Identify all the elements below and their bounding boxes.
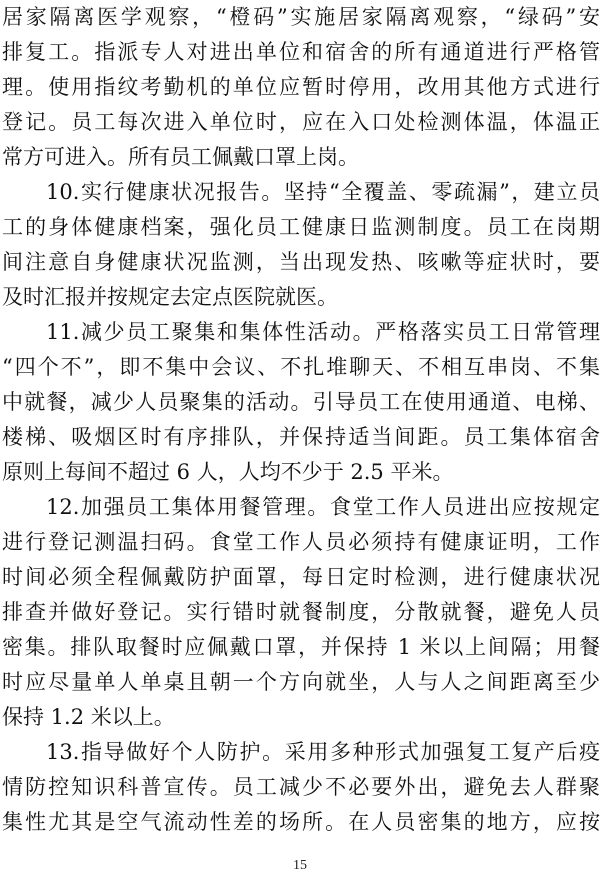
text-line: 进行登记测温扫码。食堂工作人员必须持有健康证明，工作 [2, 530, 600, 554]
section-12-heading-line: 12.加强员工集体用餐管理。食堂工作人员进出应按规定 [46, 495, 600, 519]
section-10-heading-line: 10.实行健康状况报告。坚持“全覆盖、零疏漏”，建立员 [46, 180, 600, 204]
text-line: 工的身体健康档案，强化员工健康日监测制度。员工在岗期 [2, 215, 600, 239]
text-line: 中就餐，减少人员聚集的活动。引导员工在使用通道、电梯、 [2, 390, 600, 414]
text-line: 时间必须全程佩戴防护面罩，每日定时检测，进行健康状况 [2, 565, 600, 589]
text-line: 排查并做好登记。实行错时就餐制度，分散就餐，避免人员 [2, 600, 600, 624]
section-11-heading-line: 11.减少员工聚集和集体性活动。严格落实员工日常管理 [46, 320, 600, 344]
text-line: 常方可进入。所有员工佩戴口罩上岗。 [2, 145, 359, 169]
text-line: 排复工。指派专人对进出单位和宿舍的所有通道进行严格管 [2, 40, 600, 64]
text-line: 时应尽量单人单桌且朝一个方向就坐，人与人之间距离至少 [2, 670, 600, 694]
page-number: 15 [293, 858, 307, 873]
text-line: 原则上每间不超过 6 人，人均不少于 2.5 平米。 [2, 460, 454, 484]
text-line: “四个不”，即不集中会议、不扎堆聊天、不相互串岗、不集 [2, 355, 600, 379]
text-line: 及时汇报并按规定去定点医院就医。 [2, 285, 338, 309]
text-line: 情防控知识科普宣传。员工减少不必要外出，避免去人群聚 [2, 775, 600, 799]
text-line: 集性尤其是空气流动性差的场所。在人员密集的地方，应按 [2, 810, 600, 834]
section-13-heading-line: 13.指导做好个人防护。采用多种形式加强复工复产后疫 [46, 740, 600, 764]
text-line: 密集。排队取餐时应佩戴口罩，并保持 1 米以上间隔；用餐 [2, 635, 600, 659]
text-line: 间注意自身健康状况监测，当出现发热、咳嗽等症状时，要 [2, 250, 600, 274]
text-line: 保持 1.2 米以上。 [2, 705, 175, 729]
text-line: 居家隔离医学观察，“橙码”实施居家隔离观察，“绿码”安 [2, 5, 600, 29]
text-line: 理。使用指纹考勤机的单位应暂时停用，改用其他方式进行 [2, 75, 600, 99]
text-line: 登记。员工每次进入单位时，应在入口处检测体温，体温正 [2, 110, 600, 134]
text-line: 楼梯、吸烟区时有序排队，并保持适当间距。员工集体宿舍 [2, 425, 600, 449]
